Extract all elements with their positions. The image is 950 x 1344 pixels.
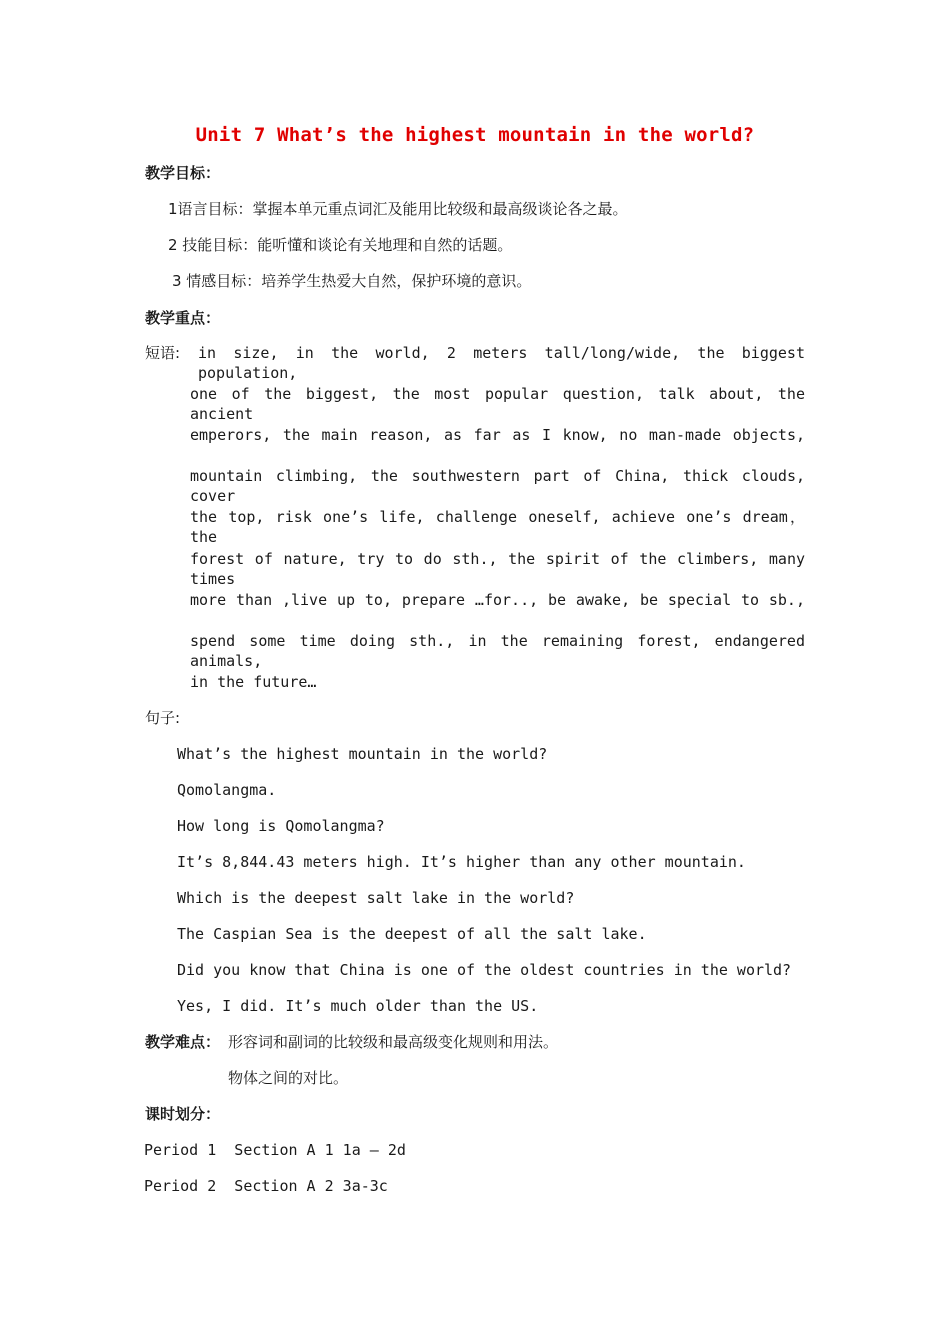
sentence-line: Which is the deepest salt lake in the world?: [177, 889, 575, 907]
phrase-line: forest of nature, try to do sth., the spirit of the climbers, many times: [190, 550, 805, 588]
objective-item: 1语言目标：掌握本单元重点词汇及能用比较级和最高级谈论各之最。: [168, 200, 628, 218]
sentence-line: Yes, I did. It’s much older than the US.: [177, 997, 539, 1015]
sentence-line: How long is Qomolangma?: [177, 817, 385, 835]
phrase-line: emperors, the main reason, as far as I know, no man-made objects,: [190, 426, 805, 444]
difficulties-line: 物体之间的对比。: [228, 1069, 349, 1087]
phrase-line: mountain climbing, the southwestern part of China, thick clouds, cover: [190, 467, 805, 505]
sentence-line: Qomolangma.: [177, 781, 277, 799]
sentences-label: 句子:: [145, 709, 181, 727]
periods-heading: 课时划分：: [145, 1105, 221, 1123]
document-title: Unit 7 What’s the highest mountain in the world?: [195, 124, 755, 146]
objective-item: 3 情感目标：培养学生热爱大自然，保护环境的意识。: [172, 272, 532, 290]
phrase-line: one of the biggest, the most popular question, talk about, the ancient: [190, 385, 805, 423]
objective-item: 2 技能目标：能听懂和谈论有关地理和自然的话题。: [168, 236, 513, 254]
difficulties-heading: 教学难点：: [145, 1033, 221, 1051]
sentence-line: What’s the highest mountain in the world?: [177, 745, 548, 763]
phrase-line: in size, in the world, 2 meters tall/long/wide, the biggest population,: [198, 344, 805, 382]
period-item: Period 1 Section A 1 1a – 2d: [144, 1141, 406, 1159]
sentence-line: Did you know that China is one of the oldest countries in the world?: [177, 961, 792, 979]
sentence-line: It’s 8,844.43 meters high. It’s higher than any other mountain.: [177, 853, 746, 871]
objectives-heading: 教学目标：: [145, 164, 221, 182]
difficulties-line: 形容词和副词的比较级和最高级变化规则和用法。: [228, 1033, 559, 1051]
key-points-heading: 教学重点：: [145, 309, 221, 327]
period-item: Period 2 Section A 2 3a-3c: [144, 1177, 388, 1195]
phrase-line: the top, risk one’s life, challenge oneself, achieve one’s dream，the: [190, 508, 805, 546]
phrase-line: in the future…: [190, 673, 317, 691]
phrase-line: more than ,live up to, prepare …for.., be awake, be special to sb.,: [190, 591, 805, 609]
sentence-line: The Caspian Sea is the deepest of all the salt lake.: [177, 925, 647, 943]
phrase-line: spend some time doing sth., in the remaining forest, endangered animals,: [190, 632, 805, 670]
phrases-label: 短语:: [145, 344, 181, 362]
